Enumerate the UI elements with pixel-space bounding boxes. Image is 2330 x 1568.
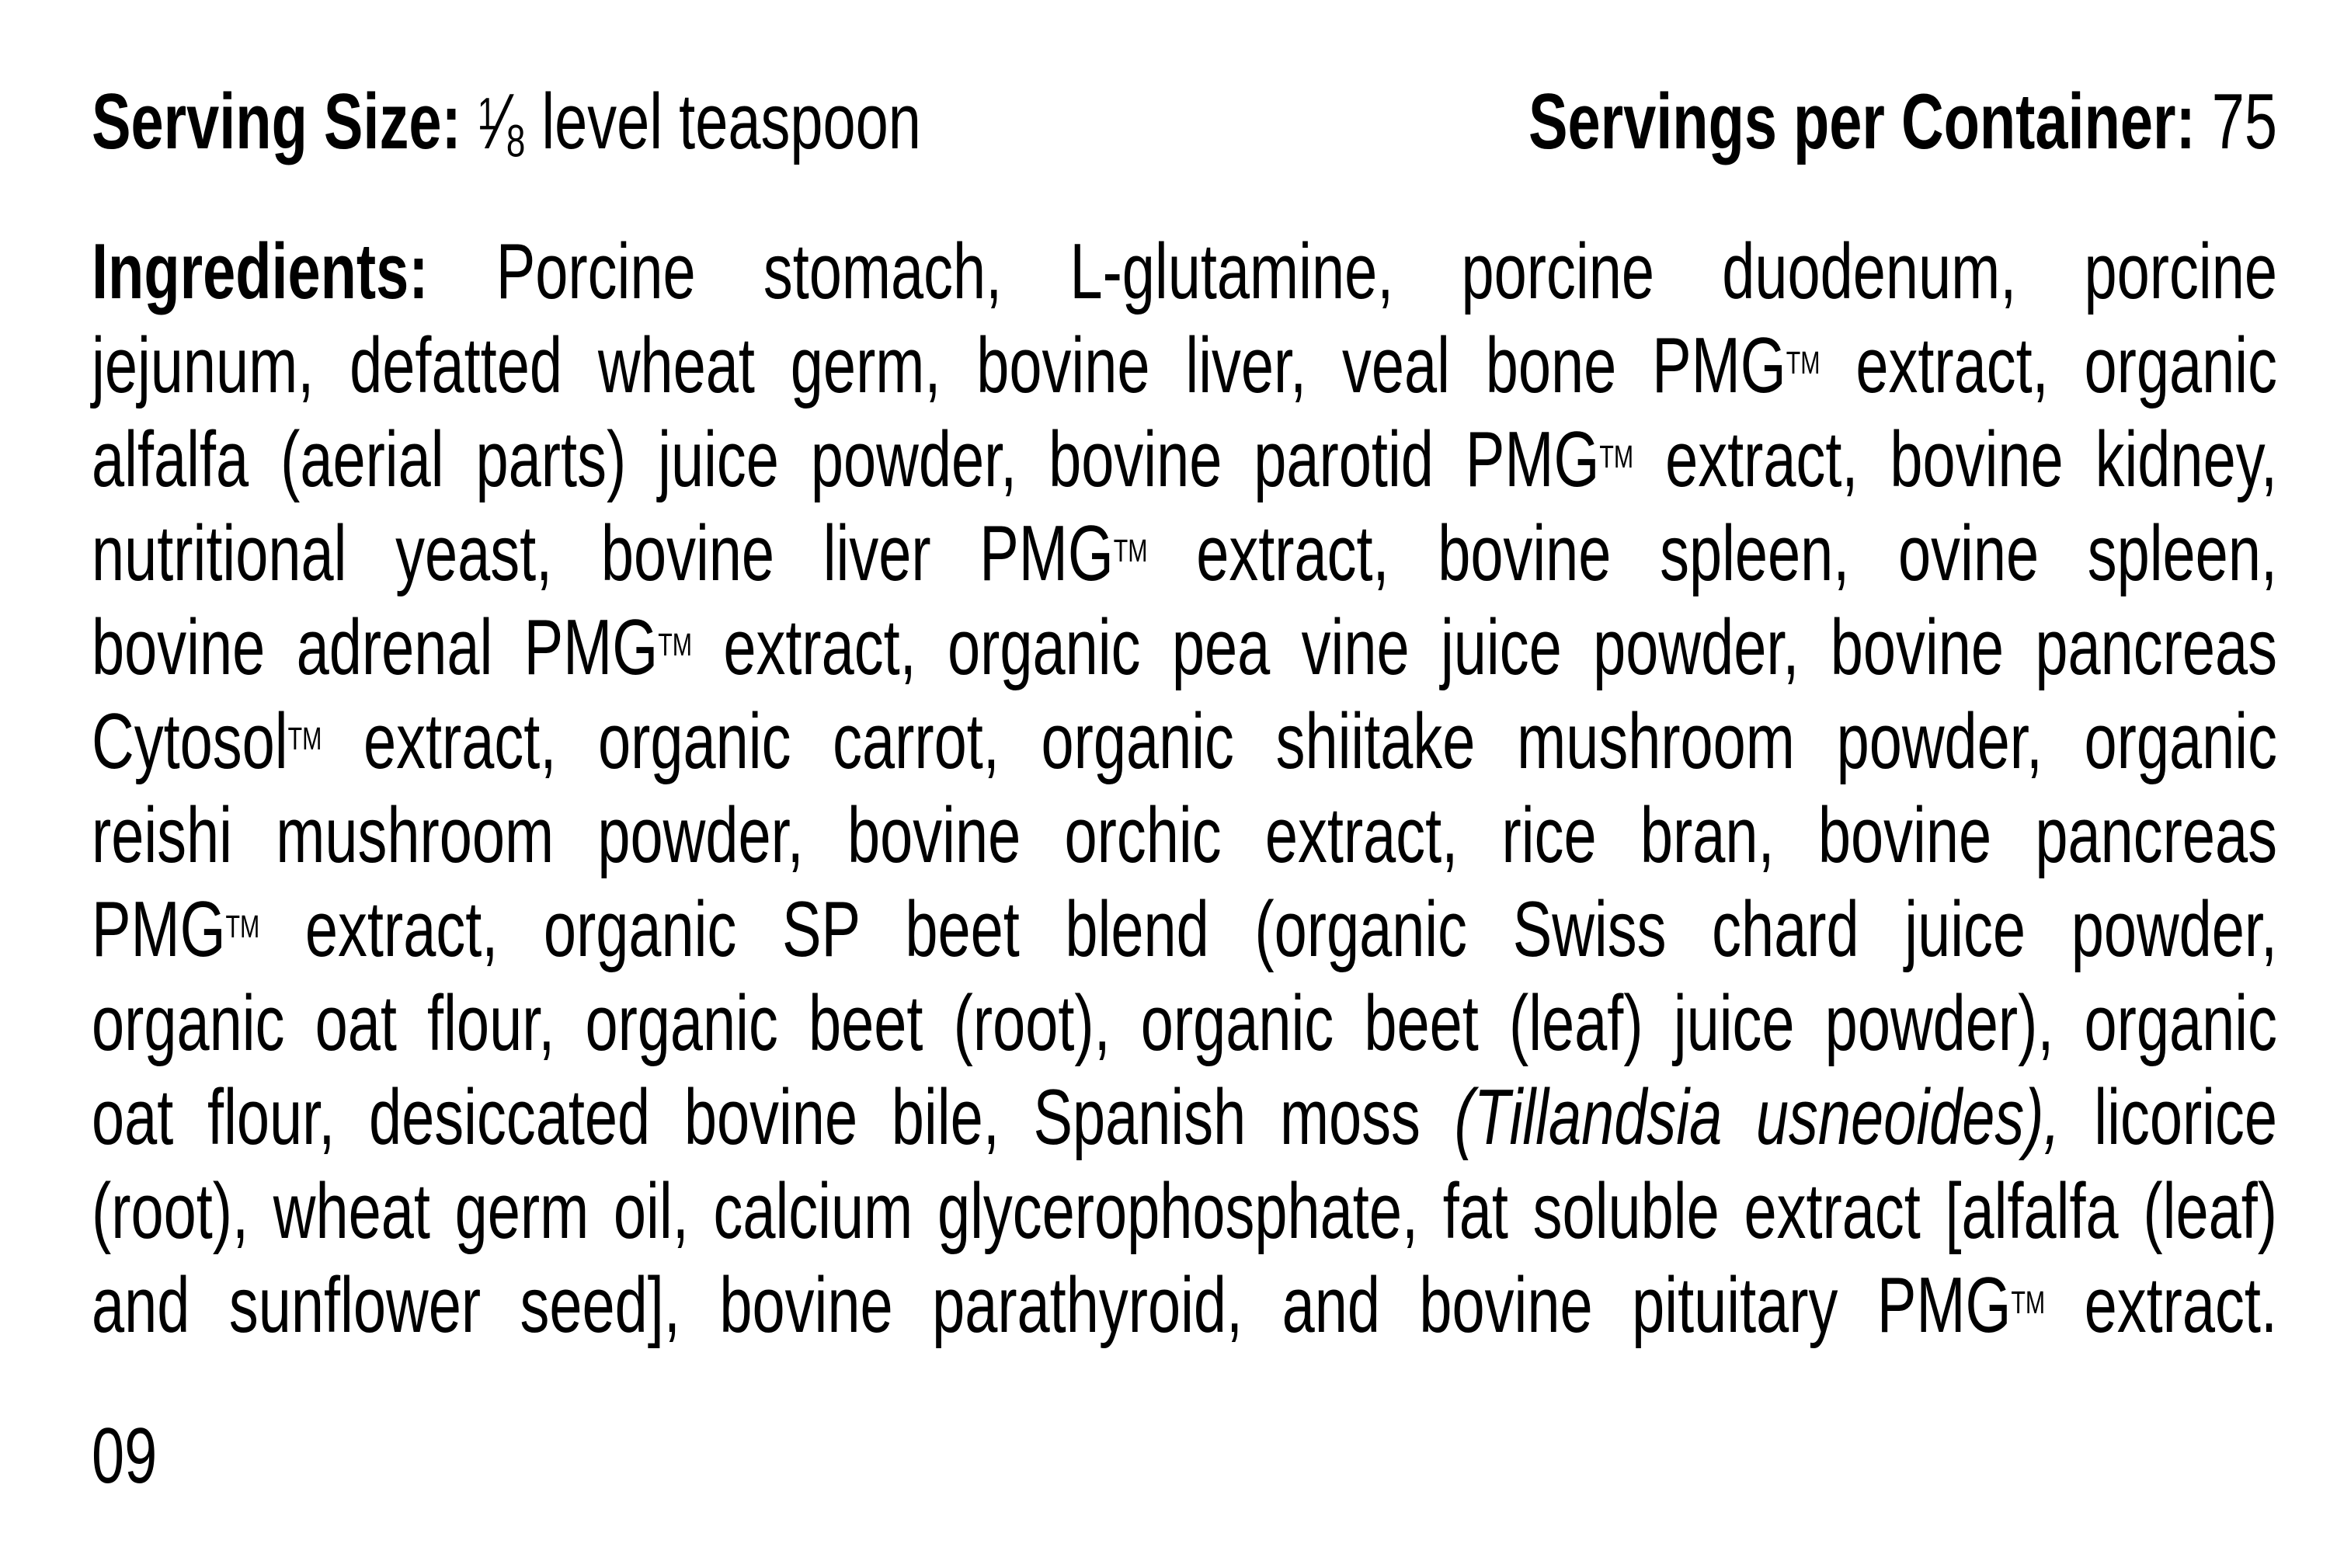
ingredient-line: nutritional yeast, bovine liver PMG™ extract, bovine spleen, ovine spleen, xyxy=(92,510,2277,597)
serving-size-label: Serving Size: xyxy=(92,78,461,165)
latin-name-italic: (Tillandsia usneoides), xyxy=(1454,1074,2060,1161)
trademark-superscript: TM xyxy=(1599,438,1634,475)
ingredient-line: Cytosol™ extract, organic carrot, organic shiitake mushroom powder, organic xyxy=(92,698,2277,785)
ingredient-line: reishi mushroom powder, bovine orchic extract, rice bran, bovine pancreas xyxy=(92,792,2277,879)
trademark-superscript: TM xyxy=(1786,344,1821,381)
fraction-numerator: 1 xyxy=(477,89,497,140)
ingredient-line: jejunum, defatted wheat germ, bovine liver, veal bone PMG™ extract, organic xyxy=(92,322,2278,409)
ingredient-line: PMG™ extract, organic SP beet blend (organic Swiss chard juice powder, xyxy=(92,886,2277,973)
trademark-superscript: TM xyxy=(225,908,260,944)
ingredient-line: organic oat flour, organic beet (root), organic beet (leaf) juice powder), organic xyxy=(92,980,2277,1067)
ingredient-line: and sunflower seed], bovine parathyroid, and bovine pituitary PMG™ extract. xyxy=(92,1262,2277,1349)
ingredient-lines xyxy=(92,228,2277,1349)
fraction-denominator: 8 xyxy=(506,116,526,167)
serving-size-fraction xyxy=(478,78,526,165)
page-code: 09 xyxy=(92,1413,158,1500)
ingredient-line: oat flour, desiccated bovine bile, Spanish moss (Tillandsia usneoides), licorice xyxy=(92,1074,2278,1161)
label-content xyxy=(92,0,2277,1504)
ingredient-line: alfalfa (aerial parts) juice powder, bovine parotid PMG™ extract, bovine kidney, xyxy=(92,416,2277,503)
ingredient-line: (root), wheat germ oil, calcium glycerophosphate, fat soluble extract [alfalfa (leaf) xyxy=(92,1168,2277,1255)
servings-per-container xyxy=(1528,75,2277,169)
serving-size xyxy=(92,75,921,169)
ingredient-line: bovine adrenal PMG™ extract, organic pea vine juice powder, bovine pancreas xyxy=(92,604,2277,691)
serving-header-row xyxy=(92,75,2277,169)
servings-label: Servings per Container: xyxy=(1528,78,2196,165)
trademark-superscript: TM xyxy=(287,720,322,756)
trademark-superscript: TM xyxy=(1113,532,1148,568)
fraction-slash: ⁄ xyxy=(496,78,506,165)
ingredient-line: Porcine stomach, L-glutamine, porcine duodenum, porcine xyxy=(496,228,2277,315)
ingredients-paragraph xyxy=(92,225,2277,1353)
servings-value: 75 xyxy=(2211,78,2277,165)
trademark-superscript: TM xyxy=(2011,1284,2046,1320)
serving-size-unit: level teaspoon xyxy=(541,78,921,165)
trademark-superscript: TM xyxy=(658,626,692,662)
ingredients-label: Ingredients: xyxy=(92,228,429,315)
